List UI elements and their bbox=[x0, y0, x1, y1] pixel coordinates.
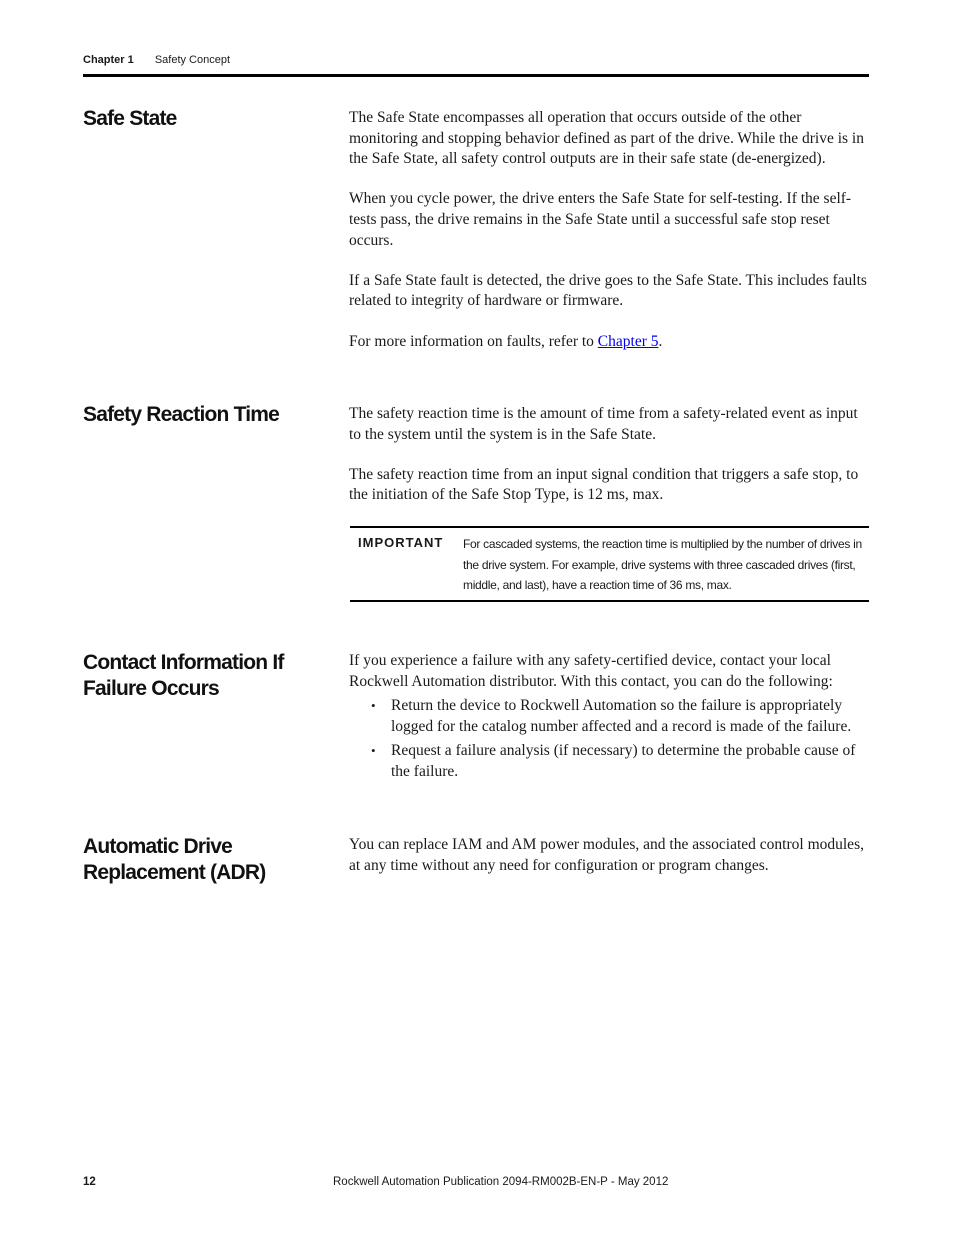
paragraph bbox=[349, 332, 869, 353]
important-label: IMPORTANT bbox=[358, 535, 444, 550]
paragraph: If you experience a failure with any safety-certified device, contact your local Rockwell Automation distributor. With this contact, you can do the following: bbox=[349, 652, 833, 690]
heading-automatic-drive-replacement: Automatic Drive Replacement (ADR) bbox=[83, 835, 266, 884]
paragraph: The safety reaction time from an input signal condition that triggers a safe stop, to the initiation of the Safe Stop Type, is 12 ms, max. bbox=[349, 465, 859, 504]
heading-contact-information: Contact Information If Failure Occurs bbox=[83, 651, 284, 700]
section-contact bbox=[349, 651, 869, 787]
page-number: 12 bbox=[83, 1176, 96, 1188]
list-item bbox=[349, 741, 869, 782]
publication-info: Rockwell Automation Publication 2094-RM002B-EN-P - May 2012 bbox=[333, 1176, 669, 1188]
paragraph: When you cycle power, the drive enters the Safe State for self-testing. If the self-tests pass, the drive remains in the Safe State until a successful safe stop reset occurs. bbox=[349, 190, 852, 249]
important-text: For cascaded systems, the reaction time is multiplied by the number of drives in the drive system. For example, drive systems with three cascaded drives (first, middle, and last), have a reaction time of 36 ms, max. bbox=[463, 537, 862, 592]
header-rule bbox=[83, 74, 869, 77]
text: . bbox=[658, 332, 663, 350]
list-item bbox=[349, 696, 869, 737]
section-safe-state bbox=[349, 108, 869, 352]
chapter-label: Chapter 1 bbox=[83, 54, 134, 66]
heading-safe-state: Safe State bbox=[83, 107, 177, 130]
section-adr bbox=[349, 835, 869, 876]
heading-safety-reaction-time: Safety Reaction Time bbox=[83, 403, 280, 426]
paragraph: The safety reaction time is the amount of time from a safety-related event as input to the system until the system is in the Safe State. bbox=[349, 405, 858, 443]
text: For more information on faults, refer to bbox=[349, 332, 598, 350]
important-callout bbox=[350, 526, 869, 602]
list-item-text: Request a failure analysis (if necessary) to determine the probable cause of the failure. bbox=[391, 742, 856, 780]
paragraph: You can replace IAM and AM power modules, and the associated control modules, at any time without any need for configuration or program changes. bbox=[349, 836, 864, 874]
list-item-text: Return the device to Rockwell Automation so the failure is appropriately logged for the catalog number affected and a record is made of the failure. bbox=[391, 697, 852, 735]
chapter-5-link[interactable]: Chapter 5 bbox=[597, 332, 659, 350]
bullet-icon: • bbox=[371, 743, 376, 759]
paragraph: If a Safe State fault is detected, the drive goes to the Safe State. This includes faults related to integrity of hardware or firmware. bbox=[349, 271, 867, 310]
section-reaction-time bbox=[349, 404, 869, 506]
paragraph: The Safe State encompasses all operation that occurs outside of the other monitoring and stopping behavior defined as part of the drive. While the drive is in the Safe State, all safety control outputs are in their safe state (de-energized). bbox=[349, 109, 864, 168]
bullet-icon: • bbox=[371, 698, 376, 714]
chapter-title: Safety Concept bbox=[154, 54, 231, 66]
bullet-list bbox=[349, 696, 869, 782]
page-header bbox=[83, 52, 869, 68]
